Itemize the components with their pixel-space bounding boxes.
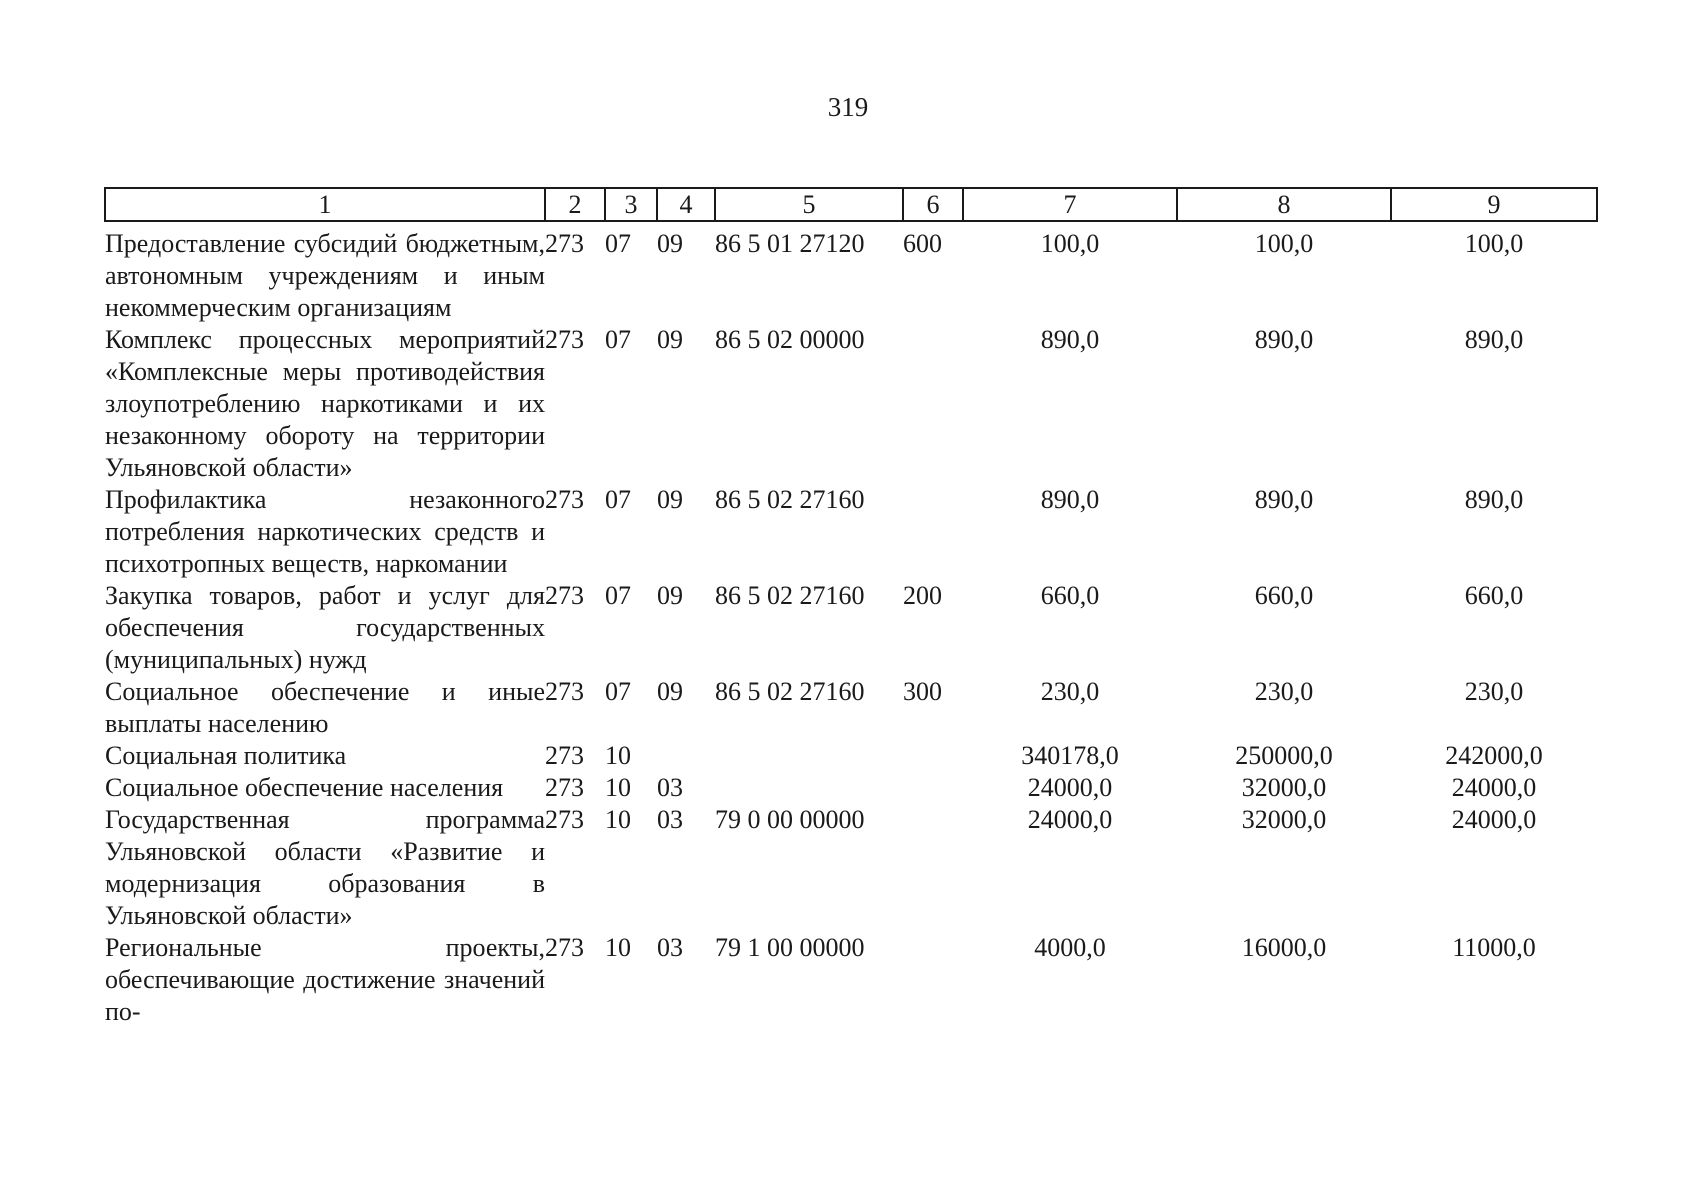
budget-table xyxy=(104,187,1598,1028)
cell-amount-col9: 890,0 xyxy=(1464,485,1524,514)
cell-expense-type xyxy=(903,932,963,1028)
cell-expense-type: 300 xyxy=(903,677,942,706)
column-header: 3 xyxy=(605,188,657,221)
cell-section: 10 xyxy=(605,773,631,802)
cell-amount-col9: 660,0 xyxy=(1464,581,1524,610)
cell-amount-col8: 230,0 xyxy=(1254,677,1314,706)
cell-section: 07 xyxy=(605,581,631,610)
cell-amount-col7: 230,0 xyxy=(1040,677,1100,706)
cell-amount-col8: 32000,0 xyxy=(1241,773,1327,802)
cell-expense-type: 200 xyxy=(903,581,942,610)
cell-admin-code: 273 xyxy=(545,741,584,770)
cell-section: 10 xyxy=(605,933,631,962)
table-row xyxy=(105,580,1597,676)
cell-expense-type: 600 xyxy=(903,229,942,258)
cell-admin-code: 273 xyxy=(545,933,584,962)
cell-subsection: 09 xyxy=(657,485,683,514)
cell-subsection xyxy=(657,740,715,772)
cell-expense-type xyxy=(903,484,963,580)
cell-target-article: 79 1 00 00000 xyxy=(715,933,865,962)
cell-amount-col8: 890,0 xyxy=(1254,325,1314,354)
cell-amount-col8: 32000,0 xyxy=(1241,805,1327,834)
cell-subsection: 09 xyxy=(657,229,683,258)
table-body xyxy=(105,221,1597,1028)
cell-amount-col9: 100,0 xyxy=(1464,229,1524,258)
cell-subsection: 03 xyxy=(657,773,683,802)
row-description: Социальная политика xyxy=(105,741,347,770)
column-header: 2 xyxy=(545,188,605,221)
cell-subsection: 09 xyxy=(657,581,683,610)
cell-amount-col9: 11000,0 xyxy=(1452,933,1536,962)
table-row xyxy=(105,324,1597,484)
cell-amount-col7: 660,0 xyxy=(1040,581,1100,610)
row-description: Комплекс процессных мероприятий «Комплексные меры противодействия злоупотреблению наркотиками и их незаконному обороту на территории Ульяновской области» xyxy=(105,325,545,482)
cell-admin-code: 273 xyxy=(545,229,584,258)
cell-amount-col8: 660,0 xyxy=(1254,581,1314,610)
cell-admin-code: 273 xyxy=(545,805,584,834)
cell-expense-type xyxy=(903,324,963,484)
cell-admin-code: 273 xyxy=(545,677,584,706)
cell-amount-col9: 24000,0 xyxy=(1451,773,1537,802)
cell-amount-col9: 24000,0 xyxy=(1451,805,1537,834)
table-row xyxy=(105,740,1597,772)
cell-target-article xyxy=(715,772,903,804)
cell-amount-col7: 340178,0 xyxy=(1021,741,1119,770)
cell-section: 07 xyxy=(605,325,631,354)
row-description: Социальное обеспечение и иные выплаты населению xyxy=(105,677,545,738)
cell-admin-code: 273 xyxy=(545,773,584,802)
cell-amount-col8: 250000,0 xyxy=(1235,741,1333,770)
cell-expense-type xyxy=(903,740,963,772)
cell-target-article xyxy=(715,740,903,772)
cell-admin-code: 273 xyxy=(545,485,584,514)
cell-amount-col8: 890,0 xyxy=(1254,485,1314,514)
cell-subsection: 03 xyxy=(657,805,683,834)
table-row xyxy=(105,221,1597,324)
cell-section: 07 xyxy=(605,677,631,706)
cell-target-article: 86 5 02 27160 xyxy=(715,485,865,514)
cell-expense-type xyxy=(903,772,963,804)
cell-target-article: 79 0 00 00000 xyxy=(715,805,865,834)
column-header: 4 xyxy=(657,188,715,221)
table-row xyxy=(105,484,1597,580)
cell-amount-col7: 100,0 xyxy=(1040,229,1100,258)
cell-amount-col8: 100,0 xyxy=(1254,229,1314,258)
cell-admin-code: 273 xyxy=(545,581,584,610)
row-description: Предоставление субсидий бюджетным, автономным учреждениям и иным некоммерческим организациям xyxy=(105,229,545,322)
cell-amount-col7: 24000,0 xyxy=(1027,773,1113,802)
column-header: 5 xyxy=(715,188,903,221)
column-header: 6 xyxy=(903,188,963,221)
row-description: Региональные проекты, обеспечивающие достижение значений по- xyxy=(105,933,545,1026)
table-row xyxy=(105,804,1597,932)
cell-section: 07 xyxy=(605,485,631,514)
cell-section: 10 xyxy=(605,741,631,770)
cell-section: 10 xyxy=(605,805,631,834)
table-row xyxy=(105,676,1597,740)
header-row xyxy=(105,188,1597,221)
cell-expense-type xyxy=(903,804,963,932)
row-description: Закупка товаров, работ и услуг для обеспечения государственных (муниципальных) нужд xyxy=(105,581,545,674)
cell-amount-col7: 890,0 xyxy=(1040,485,1100,514)
row-description: Государственная программа Ульяновской области «Развитие и модернизация образования в Ульяновской области» xyxy=(105,805,545,930)
cell-amount-col8: 16000,0 xyxy=(1241,933,1327,962)
cell-subsection: 03 xyxy=(657,933,683,962)
cell-amount-col9: 890,0 xyxy=(1464,325,1524,354)
cell-amount-col9: 230,0 xyxy=(1464,677,1524,706)
column-header: 9 xyxy=(1391,188,1597,221)
column-header: 1 xyxy=(105,188,545,221)
cell-target-article: 86 5 02 27160 xyxy=(715,581,865,610)
cell-target-article: 86 5 02 27160 xyxy=(715,677,865,706)
cell-section: 07 xyxy=(605,229,631,258)
table-row xyxy=(105,772,1597,804)
column-header: 7 xyxy=(963,188,1177,221)
column-header: 8 xyxy=(1177,188,1391,221)
row-description: Профилактика незаконного потребления наркотических средств и психотропных веществ, наркомании xyxy=(105,485,545,578)
cell-subsection: 09 xyxy=(657,325,683,354)
cell-admin-code: 273 xyxy=(545,325,584,354)
cell-amount-col9: 242000,0 xyxy=(1445,741,1543,770)
cell-target-article: 86 5 02 00000 xyxy=(715,325,865,354)
cell-subsection: 09 xyxy=(657,677,683,706)
table-row xyxy=(105,932,1597,1028)
cell-amount-col7: 24000,0 xyxy=(1027,805,1113,834)
cell-amount-col7: 4000,0 xyxy=(1034,933,1106,962)
row-description: Социальное обеспечение населения xyxy=(105,773,504,802)
cell-amount-col7: 890,0 xyxy=(1040,325,1100,354)
page-number: 319 xyxy=(827,92,869,122)
cell-target-article: 86 5 01 27120 xyxy=(715,229,865,258)
